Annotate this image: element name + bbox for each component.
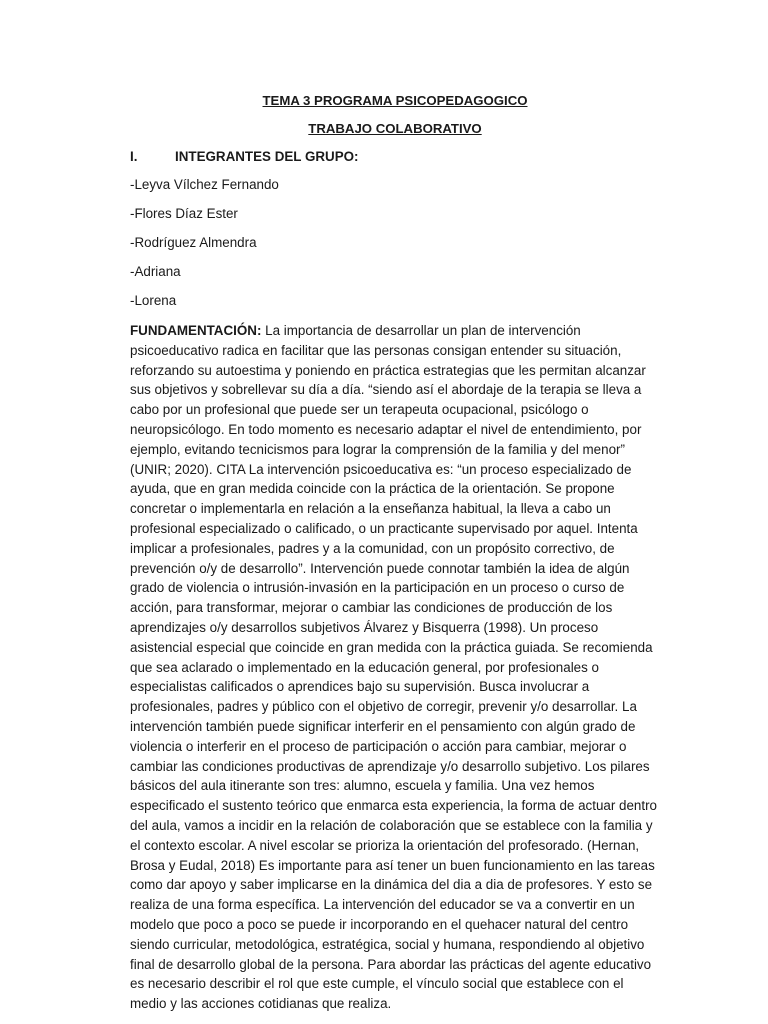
fundamentacion-heading: FUNDAMENTACIÓN: — [130, 323, 262, 338]
section-heading — [130, 148, 660, 166]
member-item: -Lorena — [130, 293, 177, 308]
member-item: -Rodríguez Almendra — [130, 235, 257, 250]
member-item: -Flores Díaz Ester — [130, 206, 238, 221]
fundamentacion-paragraph — [130, 321, 660, 1014]
member-item: -Leyva Vílchez Fernando — [130, 177, 279, 192]
member-item: -Adriana — [130, 264, 181, 279]
document-title: TEMA 3 PROGRAMA PSICOPEDAGOGICO — [262, 93, 528, 108]
document-subtitle: TRABAJO COLABORATIVO — [308, 121, 482, 136]
section-number: I. — [130, 149, 138, 164]
fundamentacion-text: La importancia de desarrollar un plan de intervención psicoeducativo radica en facilitar que las personas consigan entender su situación, reforzando su autoestima y poniendo en práctica estrategias que les permitan alcanzar sus objetivos y sobrellevar su día a día. “siendo así el abordaje de la terapia se lleva a cabo por un profesional que puede ser un terapeuta ocupacional, psicólogo o neuropsicólogo. En todo momento es necesario adaptar el nivel de entendimiento, por ejemplo, evitando tecnicismos para lograr la comprensión de la familia y del menor” (UNIR; 2020). CITA La intervención psicoeducativa es: “un proceso especializado de ayuda, que en gran medida coincide con la práctica de la orientación. Se propone concretar o implementarla en relación a la enseñanza habitual, la lleva a cabo un profesional especializado o calificado, o un practicante supervisado por aquel. Intenta implicar a profesionales, padres y a la comunidad, con un propósito correctivo, de prevención o/y de desarrollo”. Intervención puede connotar también la idea de algún grado de violencia o intrusión-invasión en la participación en un proceso o curso de acción, para transformar, mejorar o cambiar las condiciones de producción de los aprendizajes o/y desarrollos subjetivos Álvarez y Bisquerra (1998). Un proceso asistencial especial que coincide en gran medida con la práctica guiada. Se recomienda que sea aclarado o implementado en la educación general, por profesionales o especialistas calificados o aprendices bajo su supervisión. Busca involucrar a profesionales, padres y público con el objetivo de corregir, prevenir y/o desarrollar. La intervención también puede significar interferir en el pensamiento con algún grado de violencia o interferir en el proceso de participación o acción para cambiar, mejorar o cambiar las condiciones productivas de aprendizaje y/o desarrollo subjetivo. Los pilares básicos del aula itinerante son tres: alumno, escuela y familia. Una vez hemos especificado el sustento teórico que enmarca esta experiencia, la forma de actuar dentro del aula, vamos a incidir en la relación de colaboración que se establece con la familia y el contexto escolar. A nivel escolar se prioriza la orientación del profesorado. (Hernan, Brosa y Eudal, 2018) Es importante para así tener un buen funcionamiento en las tareas como dar apoyo y saber implicarse en la dinámica del dia a dia de profesores. Y esto se realiza de una forma específica. La intervención del educador se va a convertir en un modelo que poco a poco se puede ir incorporando en el quehacer natural del centro siendo curricular, metodológica, estratégica, social y humana, respondiendo al objetivo final de desarrollo global de la persona. Para abordar las prácticas del agente educativo es necesario describir el rol que este cumple, el vínculo social que establece con el medio y las acciones cotidianas que realiza. — [130, 323, 658, 1012]
section-heading-text: INTEGRANTES DEL GRUPO: — [175, 149, 359, 164]
member-list — [130, 176, 660, 310]
